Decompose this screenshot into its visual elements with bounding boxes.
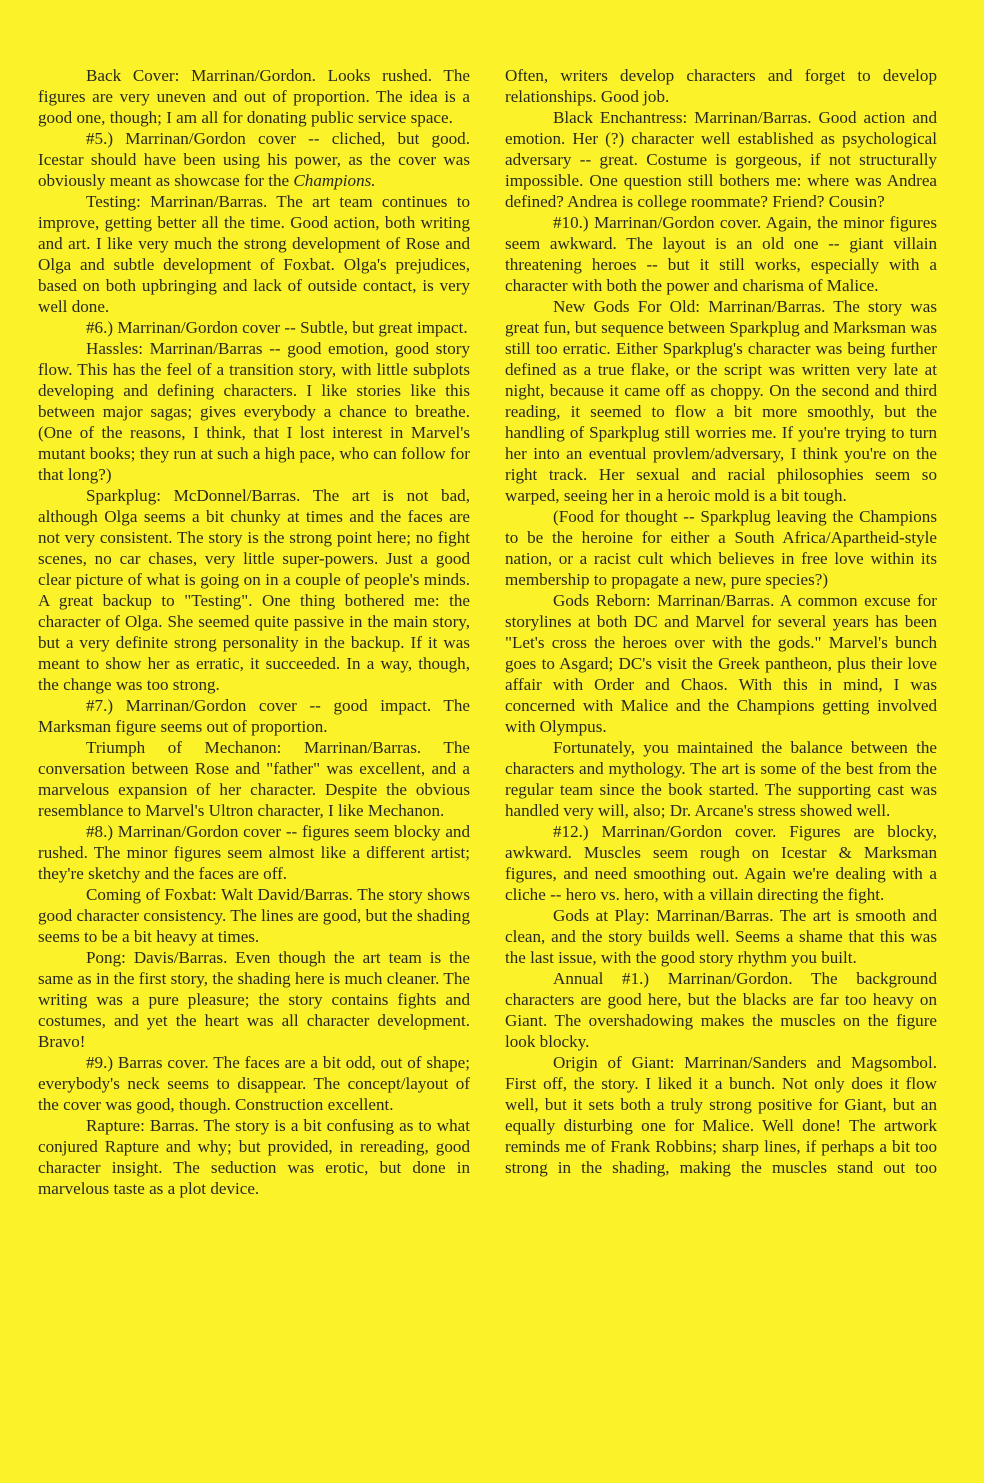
paragraph [505, 296, 937, 506]
paragraph-text: Fortunately, you maintained the balance between the characters and mythology. The art is some of the best from the regular team since the book started. The supporting cast was handled very will, also; Dr. Arcane's stress showed well. [505, 738, 937, 820]
paragraph [38, 884, 470, 947]
paragraph-text: Origin of Giant: Marrinan/Sanders and Magsombol. First off, the story. I liked it a bunch. Not only does it flow well, but it sets both a truly strong positive for Giant, but an equally disturbing one for Malice. Well done! The artwork reminds me of Frank Robbins; sharp lines, if perhaps a bit too strong in the shading, making the muscles stand out too [505, 1053, 937, 1177]
paragraph-text: #12.) Marrinan/Gordon cover. Figures are blocky, awkward. Muscles seem rough on Icestar & Marksman figures, and need smoothing out. Again we're dealing with a cliche -- hero vs. hero, with a villain directing the fight. [505, 822, 937, 904]
emphasized-title: Champions. [293, 171, 376, 190]
paragraph-text: Hassles: Marrinan/Barras -- good emotion, good story flow. This has the feel of a transition story, with little subplots developing and defining characters. I like stories like this between major sagas; gives everybody a chance to breathe. (One of the reasons, I think, that I lost interest in Marvel's mutant books; they run at such a high pace, who can follow for that long?) [38, 339, 470, 484]
paragraph [505, 590, 937, 737]
paragraph-text: Triumph of Mechanon: Marrinan/Barras. The conversation between Rose and "father" was excellent, and a marvelous expansion of her character. Despite the obvious resemblance to Marvel's Ultron character, I like Mechanon. [38, 738, 470, 820]
paragraph-text: Testing: Marrinan/Barras. The art team continues to improve, getting better all the time. Good action, both writing and art. I like very much the strong development of Rose and Olga and subtle development of Foxbat. Olga's prejudices, based on both upbringing and lack of outside contact, is very well done. [38, 192, 470, 316]
paragraph-text: #8.) Marrinan/Gordon cover -- figures seem blocky and rushed. The minor figures seem almost like a different artist; they're sketchy and the faces are off. [38, 822, 470, 883]
paragraph-text: Black Enchantress: Marrinan/Barras. Good action and emotion. Her (?) character well established as psychological adversary -- great. Costume is gorgeous, if not structurally impossible. One question still bothers me: where was Andrea defined? Andrea is college roommate? Friend? Cousin? [505, 108, 937, 211]
paragraph [38, 338, 470, 485]
paragraph [505, 821, 937, 905]
paragraph-text: New Gods For Old: Marrinan/Barras. The story was great fun, but sequence between Sparkplug and Marksman was still too erratic. Either Sparkplug's character was being further defined as a true flake, or the script was written very late at night, because it came off as choppy. On the second and third reading, it seemed to flow a bit more smoothly, but the handling of Sparkplug still worries me. If you're trying to turn her into an eventual provlem/adversary, I think you're on the right track. Her sexual and racial philosophies seem so warped, seeing her in a heroic mold is a bit tough. [505, 297, 937, 505]
paragraph-text: Gods at Play: Marrinan/Barras. The art is smooth and clean, and the story builds well. Seems a shame that this was the last issue, with the good story rhythm you built. [505, 906, 937, 967]
paragraph [38, 1115, 470, 1199]
paragraph [505, 212, 937, 296]
paragraph-text: #5.) Marrinan/Gordon cover -- cliched, but good. Icestar should have been using his power, as the cover was obviously meant as showcase for the [38, 129, 470, 190]
paragraph [505, 1052, 937, 1178]
paragraph-text: #7.) Marrinan/Gordon cover -- good impact. The Marksman figure seems out of proportion. [38, 696, 470, 736]
paragraph-text: Pong: Davis/Barras. Even though the art team is the same as in the first story, the shading here is much cleaner. The writing was a pure pleasure; the story contains fights and costumes, and yet the heart was all character development. Bravo! [38, 948, 470, 1051]
paragraph [505, 968, 937, 1052]
paragraph [505, 905, 937, 968]
paragraph-text: #6.) Marrinan/Gordon cover -- Subtle, but great impact. [86, 318, 468, 337]
left-text-column [38, 65, 470, 1199]
right-text-column [505, 65, 937, 1178]
paragraph [38, 317, 470, 338]
paragraph-text: Sparkplug: McDonnel/Barras. The art is not bad, although Olga seems a bit chunky at times and the faces are not very consistent. The story is the strong point here; no fight scenes, no car chases, very little super-powers. Just a good clear picture of what is going on in a couple of people's minds. A great backup to "Testing". One thing bothered me: the character of Olga. She seemed quite passive in the main story, but a very definite strong personality in the backup. If it was meant to show her as erratic, it succeeded. In a way, though, the change was too strong. [38, 486, 470, 694]
paragraph-text: #10.) Marrinan/Gordon cover. Again, the minor figures seem awkward. The layout is an old one -- giant villain threatening heroes -- but it still works, especially with a character with both the power and charisma of Malice. [505, 213, 937, 295]
paragraph-text: Gods Reborn: Marrinan/Barras. A common excuse for storylines at both DC and Marvel for several years has been "Let's cross the heroes over with the gods." Marvel's bunch goes to Asgard; DC's visit the Greek pantheon, plus their love affair with Order and Chaos. With this in mind, I was concerned with Malice and the Champions getting involved with Olympus. [505, 591, 937, 736]
paragraph [505, 65, 937, 107]
paragraph-text: (Food for thought -- Sparkplug leaving the Champions to be the heroine for either a South Africa/Apartheid-style nation, or a racist cult which believes in free love within its membership to propagate a new, pure species?) [505, 507, 937, 589]
paragraph-text: Coming of Foxbat: Walt David/Barras. The story shows good character consistency. The lines are good, but the shading seems to be a bit heavy at times. [38, 885, 470, 946]
paragraph [505, 506, 937, 590]
paragraph [505, 107, 937, 212]
paragraph [505, 737, 937, 821]
paragraph-text: Rapture: Barras. The story is a bit confusing as to what conjured Rapture and why; but provided, in rereading, good character insight. The seduction was erotic, but done in marvelous taste as a plot device. [38, 1116, 470, 1198]
paragraph-text: Often, writers develop characters and forget to develop relationships. Good job. [505, 66, 937, 106]
paragraph-text: Back Cover: Marrinan/Gordon. Looks rushed. The figures are very uneven and out of proportion. The idea is a good one, though; I am all for donating public service space. [38, 66, 470, 127]
paragraph [38, 191, 470, 317]
paragraph [38, 128, 470, 191]
paragraph [38, 1052, 470, 1115]
paragraph-text: #9.) Barras cover. The faces are a bit odd, out of shape; everybody's neck seems to disappear. The concept/layout of the cover was good, though. Construction excellent. [38, 1053, 470, 1114]
paragraph [38, 947, 470, 1052]
paragraph [38, 821, 470, 884]
paragraph [38, 695, 470, 737]
paragraph [38, 485, 470, 695]
paragraph [38, 65, 470, 128]
paragraph [38, 737, 470, 821]
paragraph-text: Annual #1.) Marrinan/Gordon. The background characters are good here, but the blacks are far too heavy on Giant. The overshadowing makes the muscles on the figure look blocky. [505, 969, 937, 1051]
